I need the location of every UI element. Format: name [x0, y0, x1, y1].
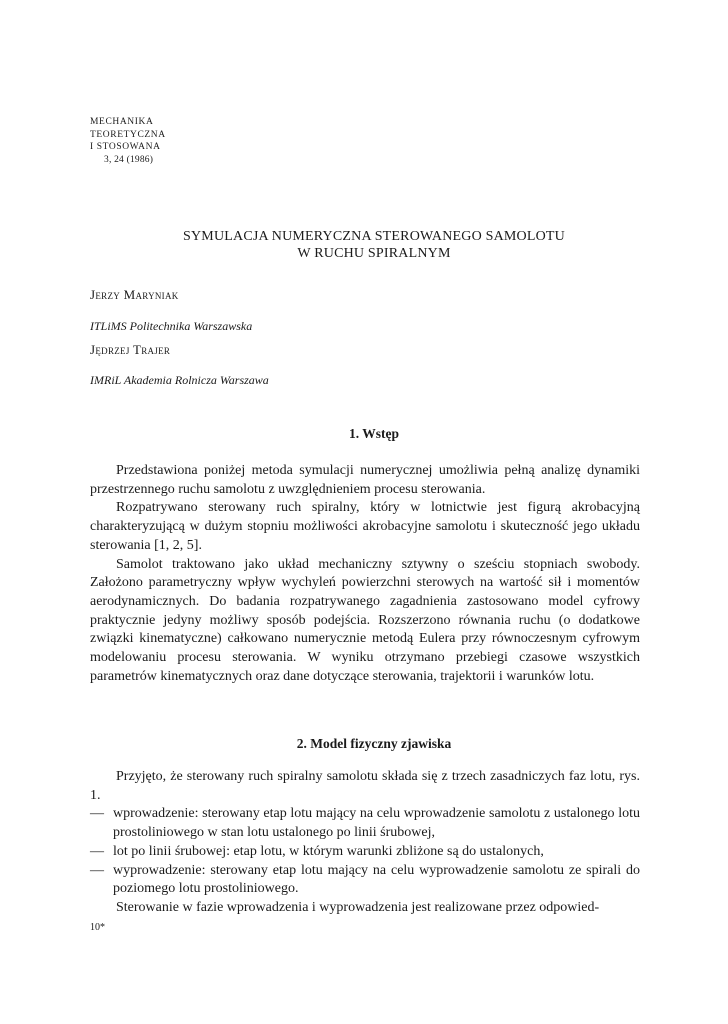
list-item-text: lot po linii śrubowej: etap lotu, w którym warunki zbliżone są do ustalonych, [113, 843, 544, 859]
journal-name-line: TEORETYCZNA [90, 129, 166, 140]
dash-marker: — [90, 843, 104, 859]
title-line-1: SYMULACJA NUMERYCZNA STEROWANEGO SAMOLOTU [183, 229, 565, 244]
paragraph: Przyjęto, że sterowany ruch spiralny samolotu składa się z trzech zasadniczych faz lotu, rys. 1. [90, 769, 640, 803]
section-1-body [90, 462, 640, 686]
list-item [90, 862, 640, 899]
list-item-text: wprowadzenie: sterowany etap lotu mający na celu wprowadzenie samolotu z ustalonego lotu prostoliniowego w stan lotu ustalonego po linii śrubowej, [113, 806, 640, 841]
paper-title [90, 228, 658, 262]
paragraph: Sterowanie w fazie wprowadzenia i wyprowadzenia jest realizowane przez odpowied- [116, 899, 600, 915]
journal-info [90, 116, 166, 166]
journal-name-line: MECHANIKA [90, 117, 154, 127]
author-affiliation: ITLiMS Politechnika Warszawska [90, 319, 253, 333]
list-item-text: wyprowadzenie: sterowany etap lotu mający na celu wyprowadzenie samolotu ze spirali do poziomego lotu prostoliniowego. [113, 862, 640, 897]
journal-name-line: I STOSOWANA [90, 142, 161, 152]
paragraph: Rozpatrywano sterowany ruch spiralny, który w lotnictwie jest figurą akrobacyjną charakteryzującą w dużym stopniu możliwości akrobacyjne samolotu i skuteczność jego układu sterowania [1, 2, 5]. [90, 500, 640, 553]
author-affiliation: IMRiL Akademia Rolnicza Warszawa [90, 373, 269, 387]
journal-issue: 3, 24 (1986) [104, 154, 154, 165]
dash-marker: — [90, 806, 104, 822]
list-item [90, 843, 640, 862]
paragraph: Samolot traktowano jako układ mechaniczny sztywny o sześciu stopniach swobody. Założono parametryczny wpływ wychyleń powierzchni sterowych na wartość sił i momentów aerodynamicznych. Do badania rozpatrywanego zagadnienia zastosowano model cyfrowy praktycznie jedyny możliwy sposób podejścia. Rozszerzono równania ruchu (o dodatkowe związki kinematyczne) całkowano numerycznie metodą Eulera przy równoczesnym cyfrowym modelowaniu procesu sterowania. W wyniku otrzymano przebiegi czasowe wszystkich parametrów kinematycznych oraz dane dotyczące sterowania, trajektorii i warunków lotu. [90, 556, 640, 684]
author-name: Jerzy Maryniak [90, 287, 179, 302]
section-heading: 2. Model fizyczny zjawiska [296, 736, 452, 751]
title-line-2: W RUCHU SPIRALNYM [297, 246, 451, 261]
author-name: Jędrzej Trajer [90, 342, 171, 357]
paragraph: Przedstawiona poniżej metoda symulacji numerycznej umożliwia pełną analizę dynamiki przestrzennego ruchu samolotu z uwzględnieniem procesu sterowania. [90, 463, 640, 497]
phase-list [90, 805, 640, 899]
section-heading: 1. Wstęp [348, 426, 399, 441]
list-item [90, 805, 640, 842]
dash-marker: — [90, 862, 104, 878]
section-2-body [90, 768, 640, 918]
signature-mark: 10* [90, 922, 105, 933]
